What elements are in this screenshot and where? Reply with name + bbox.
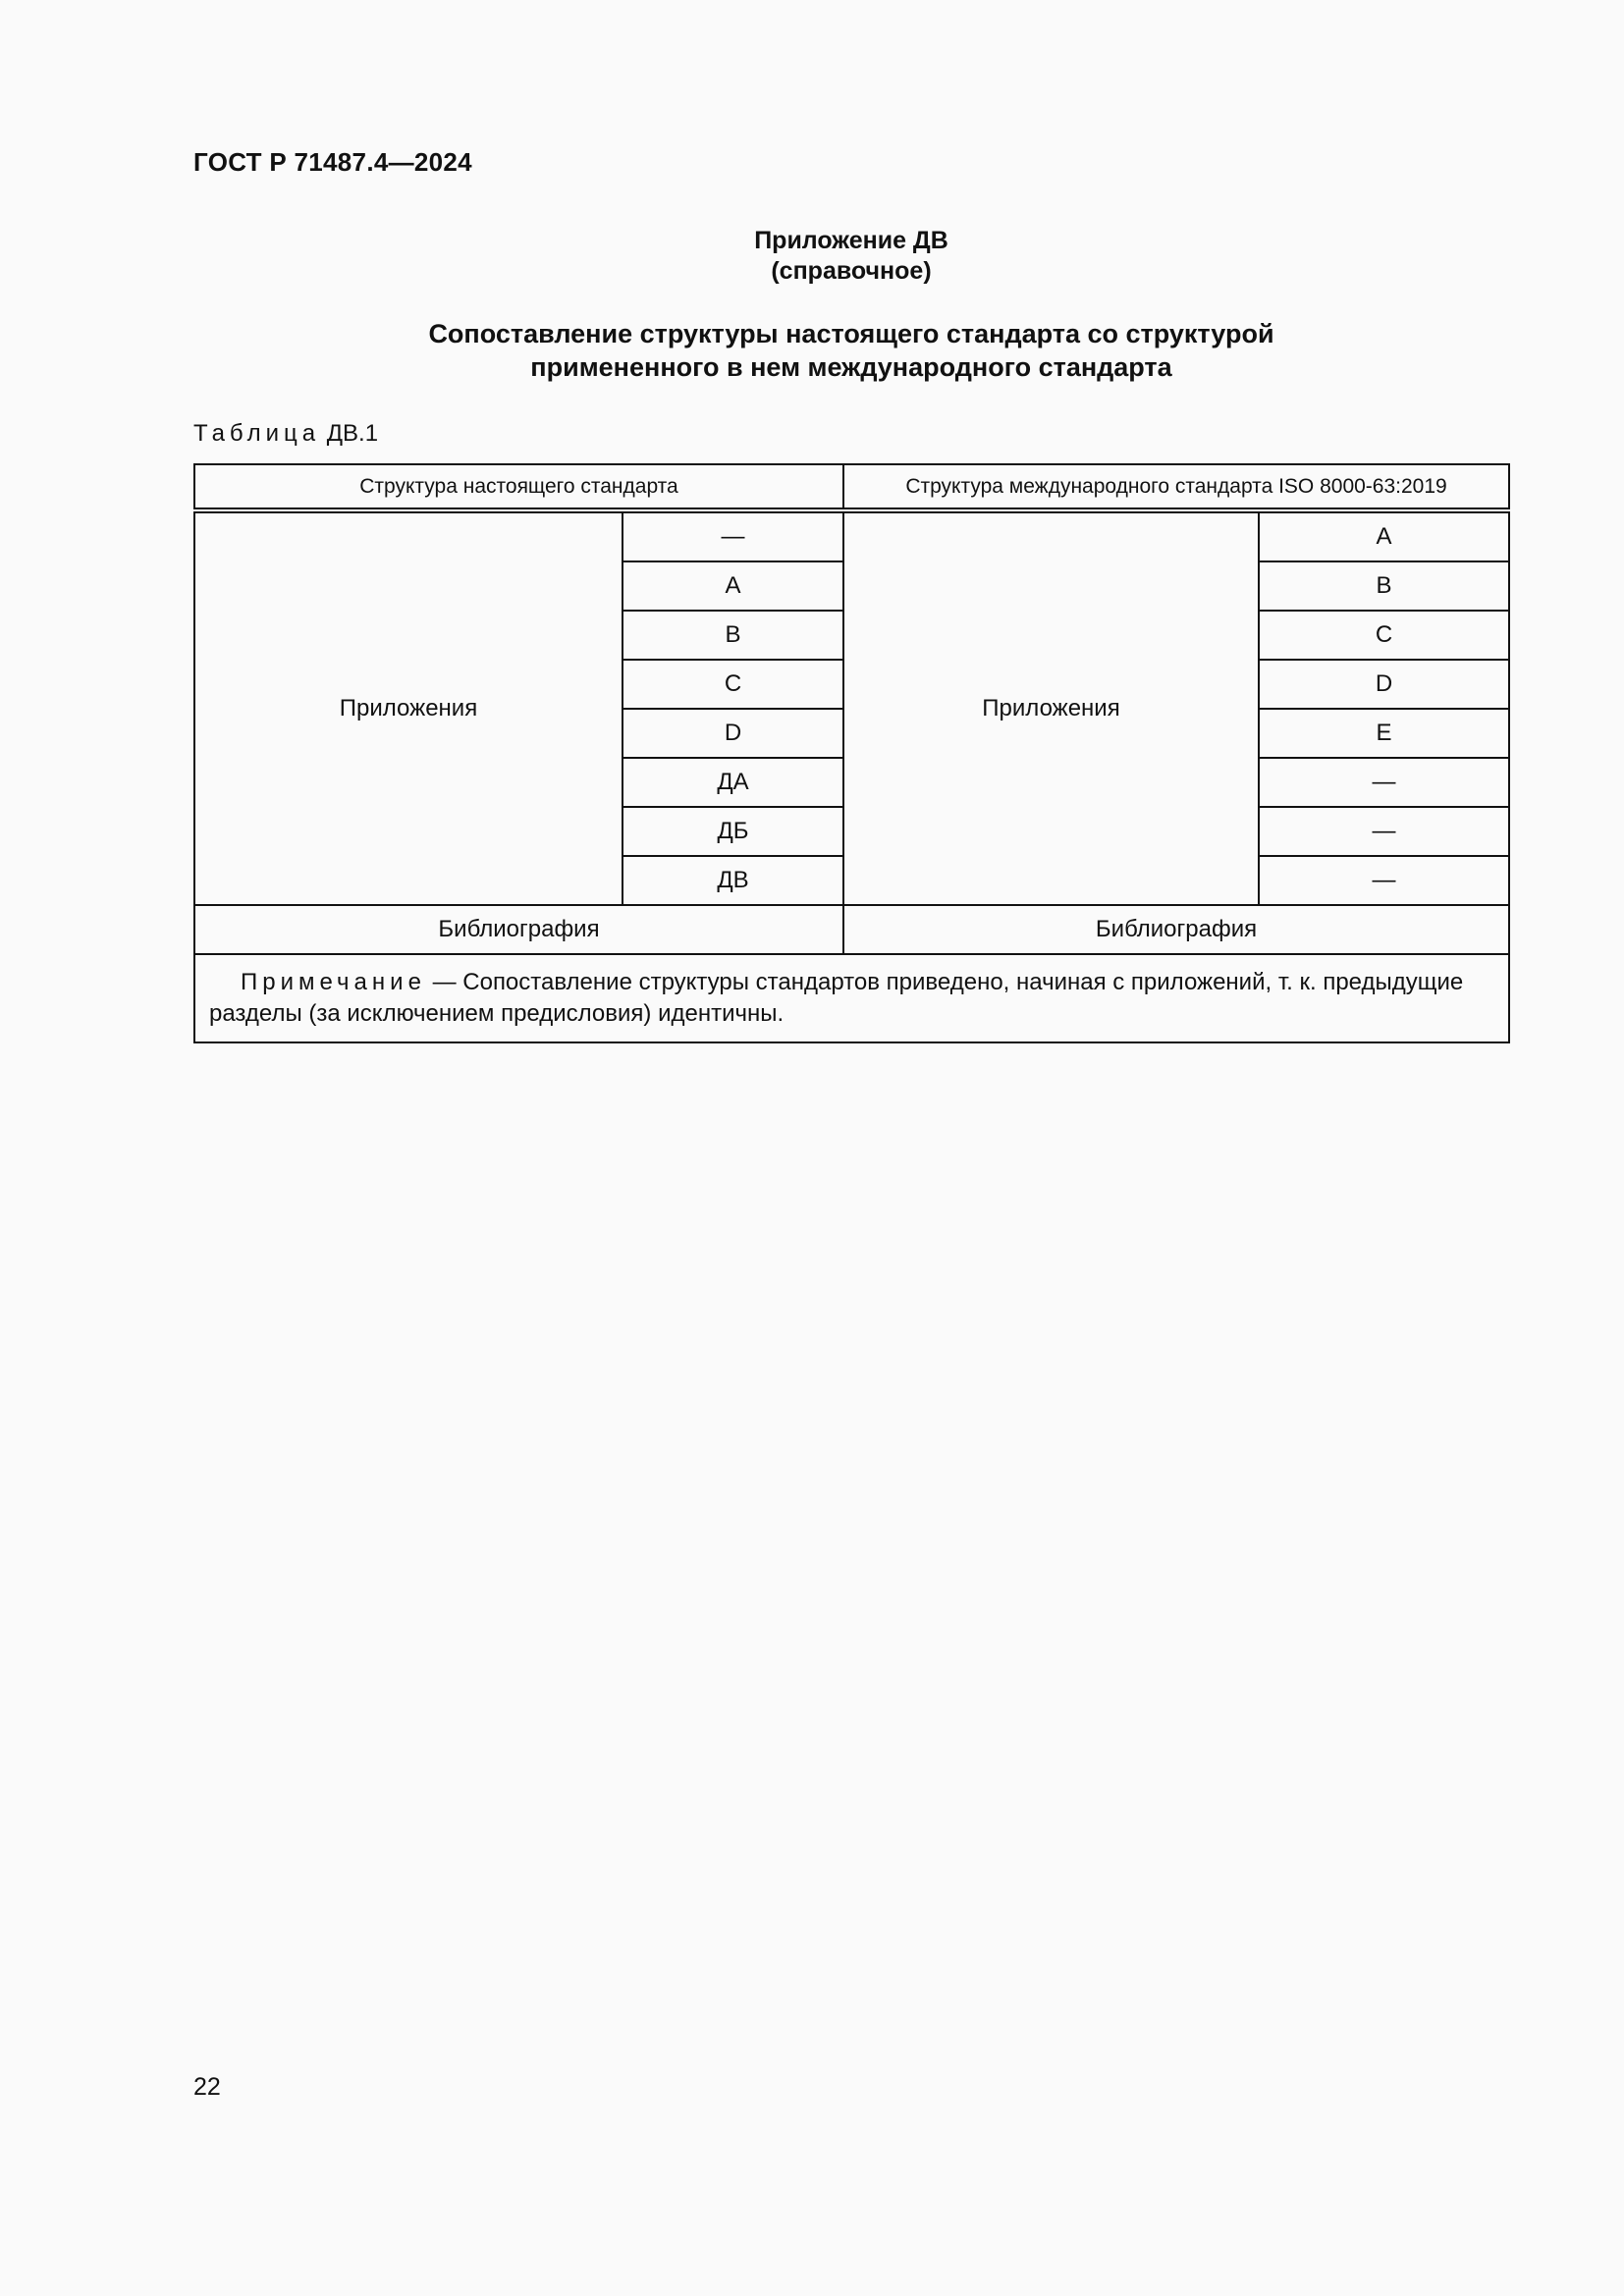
- header-international-structure: Структура международного стандарта ISO 8000-63:2019: [843, 464, 1509, 510]
- right-item: E: [1259, 709, 1509, 758]
- right-item: A: [1259, 510, 1509, 561]
- table-header-row: [194, 464, 1509, 510]
- left-group-label: Приложения: [194, 510, 623, 905]
- right-item: B: [1259, 561, 1509, 611]
- bibliography-left: Библиография: [194, 905, 843, 954]
- table-caption-number: ДВ.1: [326, 420, 379, 447]
- right-item: —: [1259, 807, 1509, 856]
- bibliography-right: Библиография: [843, 905, 1509, 954]
- table-note: [194, 954, 1509, 1042]
- right-group-label: Приложения: [843, 510, 1259, 905]
- header-national-structure: Структура настоящего стандарта: [194, 464, 843, 510]
- left-item: B: [623, 611, 843, 660]
- table-row: [194, 510, 1509, 561]
- note-row: [194, 954, 1509, 1042]
- page-number: 22: [193, 2073, 221, 2101]
- left-item: ДА: [623, 758, 843, 807]
- bibliography-row: [194, 905, 1509, 954]
- annex-title: Приложение ДВ: [754, 227, 948, 254]
- left-item: —: [623, 510, 843, 561]
- annex-title-block: [0, 226, 1624, 287]
- annex-heading-line2: примененного в нем международного стандарта: [530, 352, 1172, 382]
- left-item: C: [623, 660, 843, 709]
- right-item: —: [1259, 856, 1509, 905]
- right-item: D: [1259, 660, 1509, 709]
- annex-status: (справочное): [771, 257, 932, 285]
- structure-comparison-table: [193, 463, 1510, 1043]
- table-caption-label: Таблица: [193, 420, 321, 447]
- table-caption: [193, 420, 378, 448]
- annex-heading: [0, 317, 1624, 384]
- annex-heading-line1: Сопоставление структуры настоящего стандарта со структурой: [428, 319, 1274, 348]
- left-item: A: [623, 561, 843, 611]
- document-code: ГОСТ Р 71487.4—2024: [193, 147, 472, 177]
- right-item: —: [1259, 758, 1509, 807]
- note-text: — Сопоставление структуры стандартов приведено, начиная с приложений, т. к. предыдущие разделы (за исключением предисловия) идентичны.: [209, 969, 1464, 1027]
- note-label: Примечание: [241, 969, 426, 995]
- left-item: ДВ: [623, 856, 843, 905]
- left-item: D: [623, 709, 843, 758]
- right-item: C: [1259, 611, 1509, 660]
- left-item: ДБ: [623, 807, 843, 856]
